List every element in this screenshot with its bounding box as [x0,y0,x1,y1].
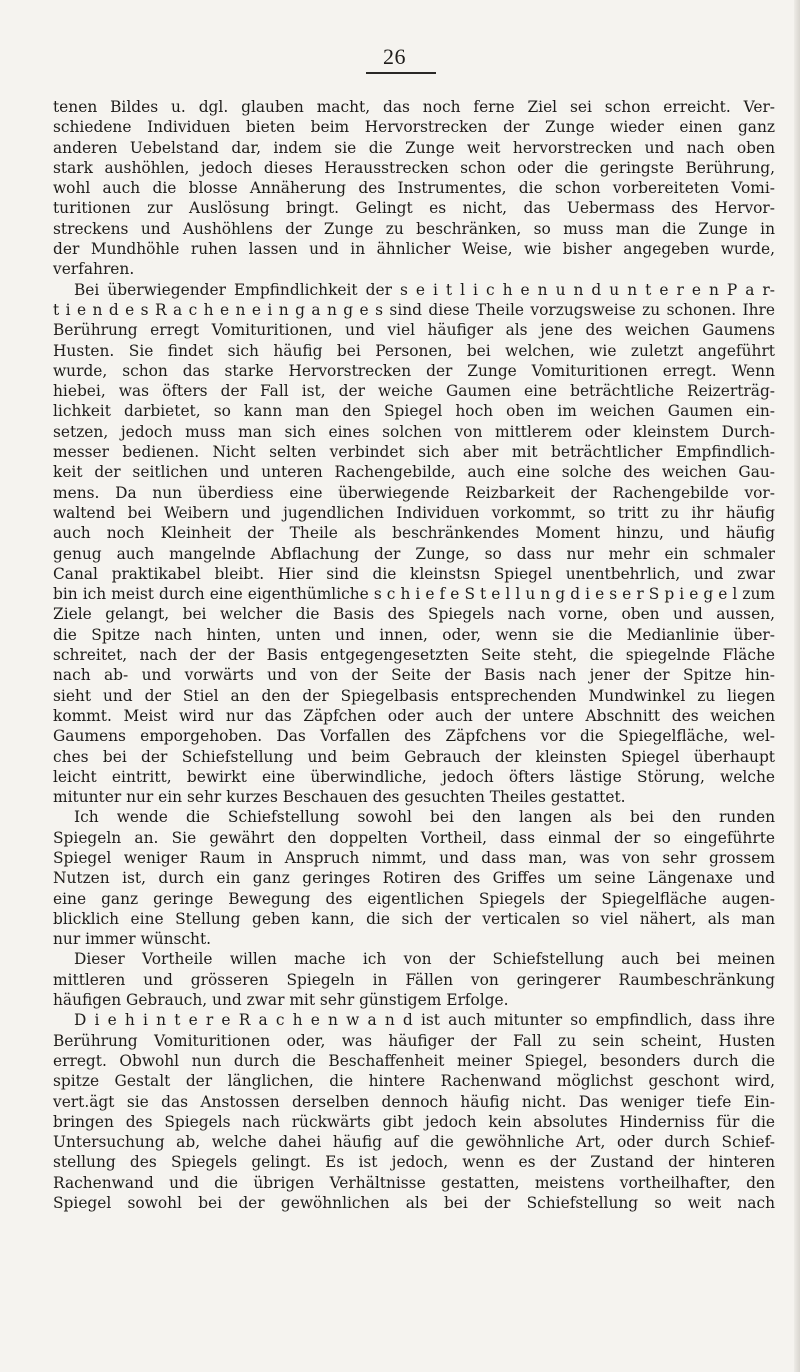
text-line: Canal praktikabel bleibt. Hier sind die kleinstsn Spiegel unentbehrlich, und zwar [53,564,775,583]
text-line: Spiegel sowohl bei der gewöhnlichen als bei der Schiefstellung so weit nach [53,1194,775,1213]
text-line: mens. Da nun überdiess eine überwiegende Reizbarkeit der Rachengebilde vor- [53,483,775,502]
text-line: lichkeit darbietet, so kann man den Spiegel hoch oben im weichen Gaumen ein- [53,402,775,421]
text-line: setzen, jedoch muss man sich eines solchen von mittlerem oder kleinstem Durch- [53,422,775,441]
text-line: anderen Uebelstand dar, indem sie die Zunge weit hervorstrecken und nach oben [53,138,775,157]
text-line: erregt. Obwohl nun durch die Beschaffenheit meiner Spiegel, besonders durch die [53,1051,775,1070]
page-header [0,46,800,76]
text-line: häufigen Gebrauch, und zwar mit sehr günstigem Erfolge. [53,991,509,1010]
text-line: ches bei der Schiefstellung und beim Gebrauch der kleinsten Spiegel überhaupt [53,747,775,766]
text-line: turitionen zur Auslösung bringt. Gelingt es nicht, das Uebermass des Hervor- [53,199,775,218]
text-line: eine ganz geringe Bewegung des eigentlichen Spiegels der Spiegelfläche augen- [53,889,775,908]
text-line: Husten. Sie findet sich häufig bei Personen, bei welchen, wie zuletzt angeführt [53,341,775,360]
text-line: sieht und der Stiel an den der Spiegelbasis entsprechenden Mundwinkel zu liegen [53,686,775,705]
text-line: die Spitze nach hinten, unten und innen, oder, wenn sie die Medianlinie über- [53,625,775,644]
text-line: wurde, schon das starke Hervorstrecken der Zunge Vomituritionen erregt. Wenn [53,361,775,380]
text-line: Nutzen ist, durch ein ganz geringes Rotiren des Griffes um seine Längenaxe und [53,869,775,888]
text-line: schreitet, nach der der Basis entgegengesetzten Seite steht, die spiegelnde Fläche [53,646,775,665]
text-line: Dieser Vortheile willen mache ich von der Schiefstellung auch bei meinen [74,950,775,969]
text-line: Spiegel weniger Raum in Anspruch nimmt, und dass man, was von sehr grossem [53,848,775,867]
text-line: Ziele gelangt, bei welcher die Basis des Spiegels nach vorne, oben und aussen, [53,605,775,624]
text-line: der Mundhöhle ruhen lassen und in ähnlicher Weise, wie bisher angegeben wurde, [53,240,775,259]
text-line: Rachenwand und die übrigen Verhältnisse gestatten, meistens vortheilhafter, den [53,1173,775,1192]
text-line: Berührung erregt Vomituritionen, und viel häufiger als jene des weichen Gaumens [53,321,775,340]
text-line: keit der seitlichen und unteren Rachengebilde, auch eine solche des weichen Gau- [53,463,775,482]
text-line: tenen Bildes u. dgl. glauben macht, das noch ferne Ziel sei schon erreicht. Ver- [53,98,775,116]
page-edge-shadow [794,0,800,1372]
text-line: streckens und Aushöhlens der Zunge zu beschränken, so muss man die Zunge in [53,219,775,238]
text-line: vert.ägt sie das Anstossen derselben dennoch häufig nicht. Das weniger tiefe Ein- [53,1092,775,1111]
text-line: mittleren und grösseren Spiegeln in Fällen von geringerer Raumbeschränkung [53,970,775,989]
text-line: genug auch mangelnde Abflachung der Zunge, so dass nur mehr ein schmaler [53,544,775,563]
page-number-underline [366,72,436,74]
body-text [53,97,775,1213]
text-line: waltend bei Weibern und jugendlichen Individuen vorkommt, so tritt zu ihr häufig [53,503,775,522]
text-line: bringen des Spiegels nach rückwärts gibt jedoch kein absolutes Hinderniss für die [53,1112,775,1131]
text-line: Gaumens emporgehoben. Das Vorfallen des Zäpfchens vor die Spiegelfläche, wel- [53,727,775,746]
text-line: schiedene Individuen bieten beim Hervorstrecken der Zunge wieder einen ganz [53,118,775,137]
text-line: Untersuchung ab, welche dahei häufig auf die gewöhnliche Art, oder durch Schief- [53,1133,775,1152]
text-line: stark aushöhlen, jedoch dieses Herausstrecken schon oder die geringste Berührung, [53,158,775,177]
text-line: mitunter nur ein sehr kurzes Beschauen des gesuchten Theiles gestattet. [53,788,626,807]
text-line: stellung des Spiegels gelingt. Es ist jedoch, wenn es der Zustand der hinteren [53,1153,775,1172]
text-line: spitze Gestalt der länglichen, die hintere Rachenwand möglichst geschont wird, [53,1072,775,1091]
text-line: Bei überwiegender Empfindlichkeit der s e i t l i c h e n u n d u n t e r e n P a r- [74,280,775,299]
text-line: verfahren. [53,260,135,279]
text-line: wohl auch die blosse Annäherung des Instrumentes, die schon vorbereiteten Vomi- [53,179,775,198]
text-line: t i e n d e s R a c h e n e i n g a n g e s sind diese Theile vorzugsweise zu schonen. Ihre [53,300,775,319]
text-line: leicht eintritt, bewirkt eine überwindliche, jedoch öfters lästige Störung, welche [53,767,775,786]
text-line: blicklich eine Stellung geben kann, die sich der verticalen so viel nähert, als man [53,909,775,928]
text-line: bin ich meist durch eine eigenthümliche s c h i e f e S t e l l u n g d i e s e r S p i e g e l zum [53,585,775,604]
text-line: Berührung Vomituritionen oder, was häufiger der Fall zu sein scheint, Husten [53,1031,775,1050]
text-line: nach ab- und vorwärts und von der Seite der Basis nach jener der Spitze hin- [53,666,775,685]
text-line: D i e h i n t e r e R a c h e n w a n d ist auch mitunter so empfindlich, dass ihre [74,1011,775,1030]
text-line: auch noch Kleinheit der Theile als beschränkendes Moment hinzu, und häufig [53,524,775,543]
text-line: hiebei, was öfters der Fall ist, der weiche Gaumen eine beträchtliche Reizerträg- [53,382,775,401]
page-number: 26 [383,44,406,69]
text-line: messer bedienen. Nicht selten verbindet sich aber mit beträchtlicher Empfindlich- [53,443,775,462]
text-line: nur immer wünscht. [53,930,212,949]
text-line: Spiegeln an. Sie gewährt den doppelten Vortheil, dass einmal der so eingeführte [53,828,775,847]
text-line: Ich wende die Schiefstellung sowohl bei den langen als bei den runden [74,808,775,827]
text-line: kommt. Meist wird nur das Zäpfchen oder auch der untere Abschnitt des weichen [53,706,775,725]
